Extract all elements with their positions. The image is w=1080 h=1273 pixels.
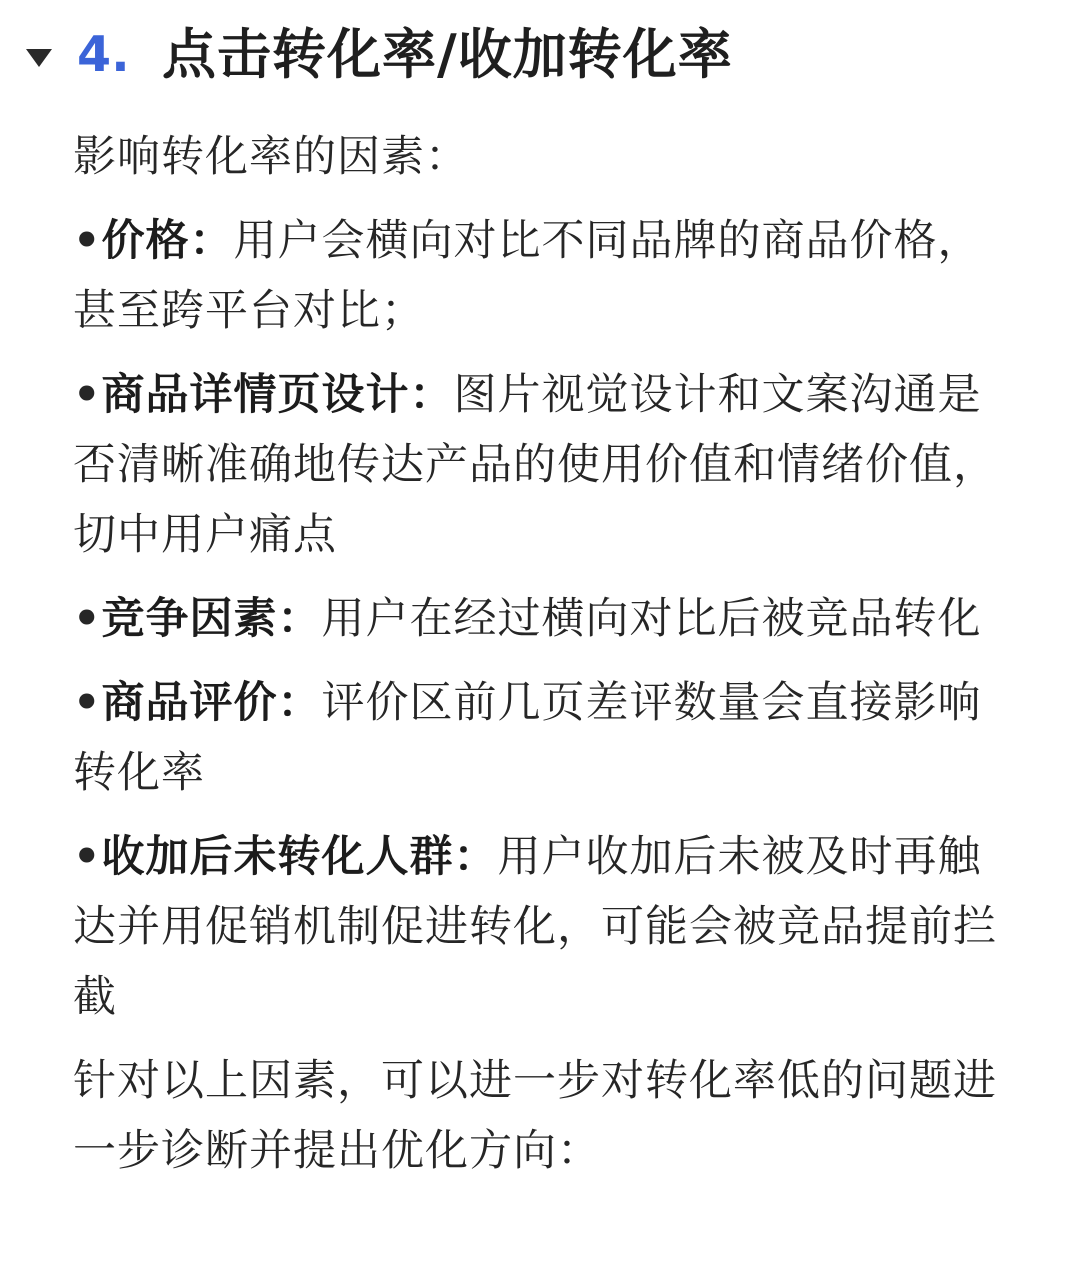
factor-term: 收加后未转化人群： [101,832,498,882]
factor-description: 图片视觉设计和文案沟通是否清晰准确地传达产品的使用价值和情绪价值，切中用户痛点 [73,370,997,560]
factor-description: 用户在经过横向对比后被竞品转化 [321,594,982,644]
factor-description: 评价区前几页差评数量会直接影响转化率 [73,678,982,798]
factor-item [73,584,1008,654]
factor-term: 竞争因素： [101,594,322,644]
section-header[interactable] [0,0,1080,110]
factor-item [73,206,1008,346]
section-title: 点击转化率/收加转化率 [162,23,733,86]
factor-description: 用户收加后未被及时再触达并用促销机制促进转化，可能会被竞品提前拦截 [73,832,997,1022]
bullet-marker: • [73,678,102,728]
factor-description: 用户会横向对比不同品牌的商品价格，甚至跨平台对比； [73,216,982,336]
intro-text: 影响转化率的因素： [73,132,469,182]
factor-item [73,360,1008,570]
section-body [73,122,1008,1186]
bullet-marker: • [73,370,102,420]
bullet-marker: • [73,216,102,266]
factor-list [73,206,1008,1032]
section-number: 4. [77,26,130,83]
factor-term: 价格： [101,216,234,266]
bullet-marker: • [73,832,102,882]
conclusion-text: 针对以上因素，可以进一步对转化率低的问题进一步诊断并提出优化方向： [73,1056,997,1176]
bullet-marker: • [73,594,102,644]
factor-item [73,822,1008,1032]
factor-term: 商品评价： [101,678,322,728]
factor-term: 商品详情页设计： [101,370,454,420]
factor-item [73,668,1008,808]
caret-down-icon[interactable] [24,46,54,70]
